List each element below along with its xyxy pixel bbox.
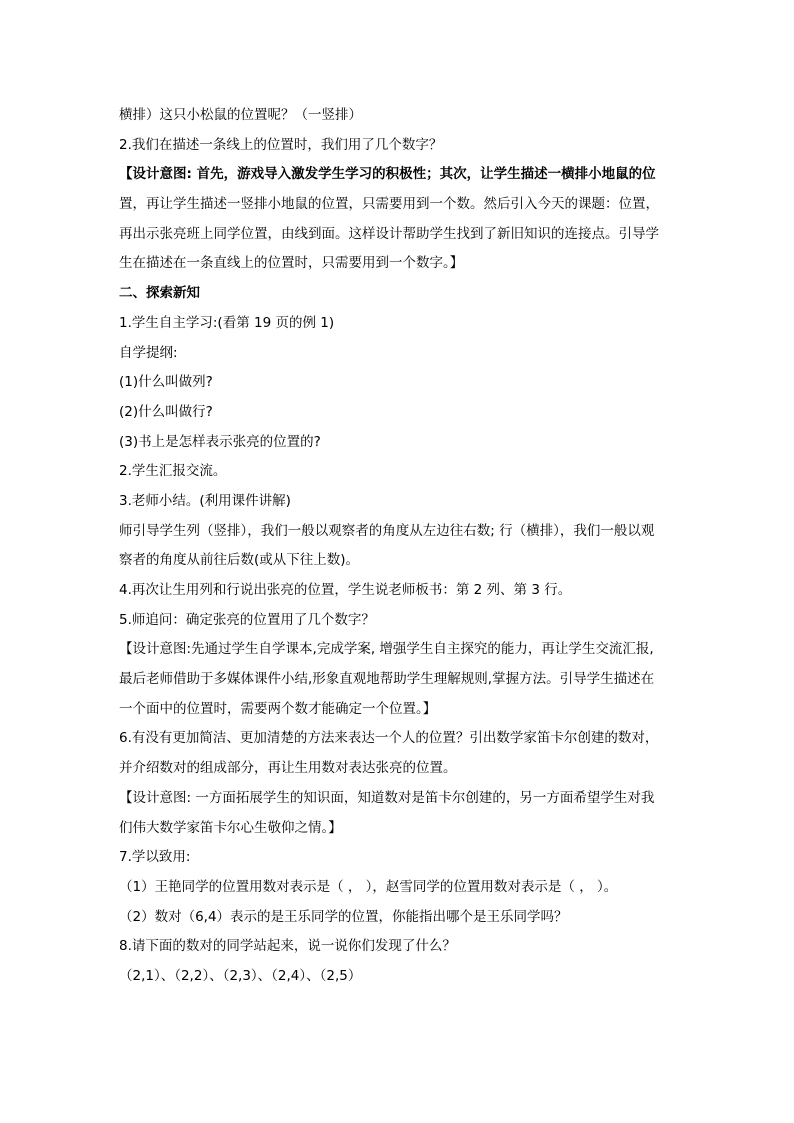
- design-intent-2-line-2: 最后老师借助于多媒体课件小结,形象直观地帮助学生理解规则,掌握方法。引导学生描述在: [119, 671, 655, 688]
- design-intent-1-line-1: 【设计意图: 首先，游戏导入激发学生学习的积极性；其次，让学生描述一横排小地鼠的位: [119, 166, 656, 183]
- design-intent-1-line-2: 置，再让学生描述一竖排小地鼠的位置，只需要用到一个数。然后引入今天的课题：位置，: [119, 196, 659, 213]
- text-line-outline: 自学提纲:: [119, 344, 178, 361]
- text-line-step-1: 1.学生自主学习:(看第 19 页的例 1): [119, 314, 335, 331]
- text-line-step-8: 8.请下面的数对的同学站起来，说一说你们发现了什么？: [119, 938, 456, 955]
- text-line-step-6-cont: 并介绍数对的组成部分，再让生用数对表达张亮的位置。: [119, 760, 457, 777]
- text-line-guide-1: 师引导学生列（竖排），我们一般以观察者的角度从左边往右数; 行（横排），我们一般以观: [119, 522, 655, 539]
- design-intent-3-line-2: 们伟大数学家笛卡尔心生敬仰之情。】: [119, 819, 342, 836]
- section-heading-explore: 二、探索新知: [119, 285, 200, 302]
- design-intent-1-line-4: 生在描述在一条直线上的位置时，只需要用到一个数字。】: [119, 255, 464, 272]
- outline-item-1: (1)什么叫做列?: [119, 374, 213, 391]
- design-intent-3-line-1: 【设计意图: 一方面拓展学生的知识面，知道数对是笛卡尔创建的，另一方面希望学生对我: [119, 789, 655, 806]
- text-line-step-3: 3.老师小结。(利用课件讲解): [119, 492, 291, 509]
- text-line-step-2: 2.学生汇报交流。: [119, 463, 227, 480]
- exercise-item-1: （1）王艳同学的位置用数对表示是（ ， ），赵雪同学的位置用数对表示是（ ， ）。: [119, 878, 618, 895]
- text-line-step-6: 6.有没有更加简洁、更加清楚的方法来表达一个人的位置？引出数学家笛卡尔创建的数对，: [119, 730, 659, 747]
- outline-item-2: (2)什么叫做行?: [119, 403, 213, 420]
- text-line-step-4: 4.再次让生用列和行说出张亮的位置，学生说老师板书：第 2 列、第 3 行。: [119, 582, 572, 598]
- text-line-guide-2: 察者的角度从前往后数(或从下往上数)。: [119, 552, 360, 569]
- outline-item-3: (3)书上是怎样表示张亮的位置的?: [119, 433, 321, 450]
- text-line-step-5: 5.师追问：确定张亮的位置用了几个数字？: [119, 611, 375, 628]
- text-line-step-7: 7.学以致用:: [119, 849, 191, 866]
- exercise-item-2: （2）数对（6,4）表示的是王乐同学的位置，你能指出哪个是王乐同学吗？: [119, 908, 568, 925]
- design-intent-1-line-3: 再出示张亮班上同学位置，由线到面。这样设计帮助学生找到了新旧知识的连接点。引导学: [119, 225, 659, 242]
- design-intent-2-line-1: 【设计意图:先通过学生自学课本,完成学案, 增强学生自主探究的能力，再让学生交流汇报,: [119, 641, 654, 658]
- number-pairs-list: （2,1）、（2,2）、（2,3）、（2,4）、（2,5）: [119, 967, 362, 984]
- design-intent-2-line-3: 一个面中的位置时，需要两个数才能确定一个位置。】: [119, 700, 437, 717]
- document-body: [119, 101, 679, 992]
- text-line-1: 横排）这只小松鼠的位置呢？（一竖排）: [119, 107, 362, 123]
- text-line-2: 2.我们在描述一条线上的位置时，我们用了几个数字？: [119, 136, 443, 153]
